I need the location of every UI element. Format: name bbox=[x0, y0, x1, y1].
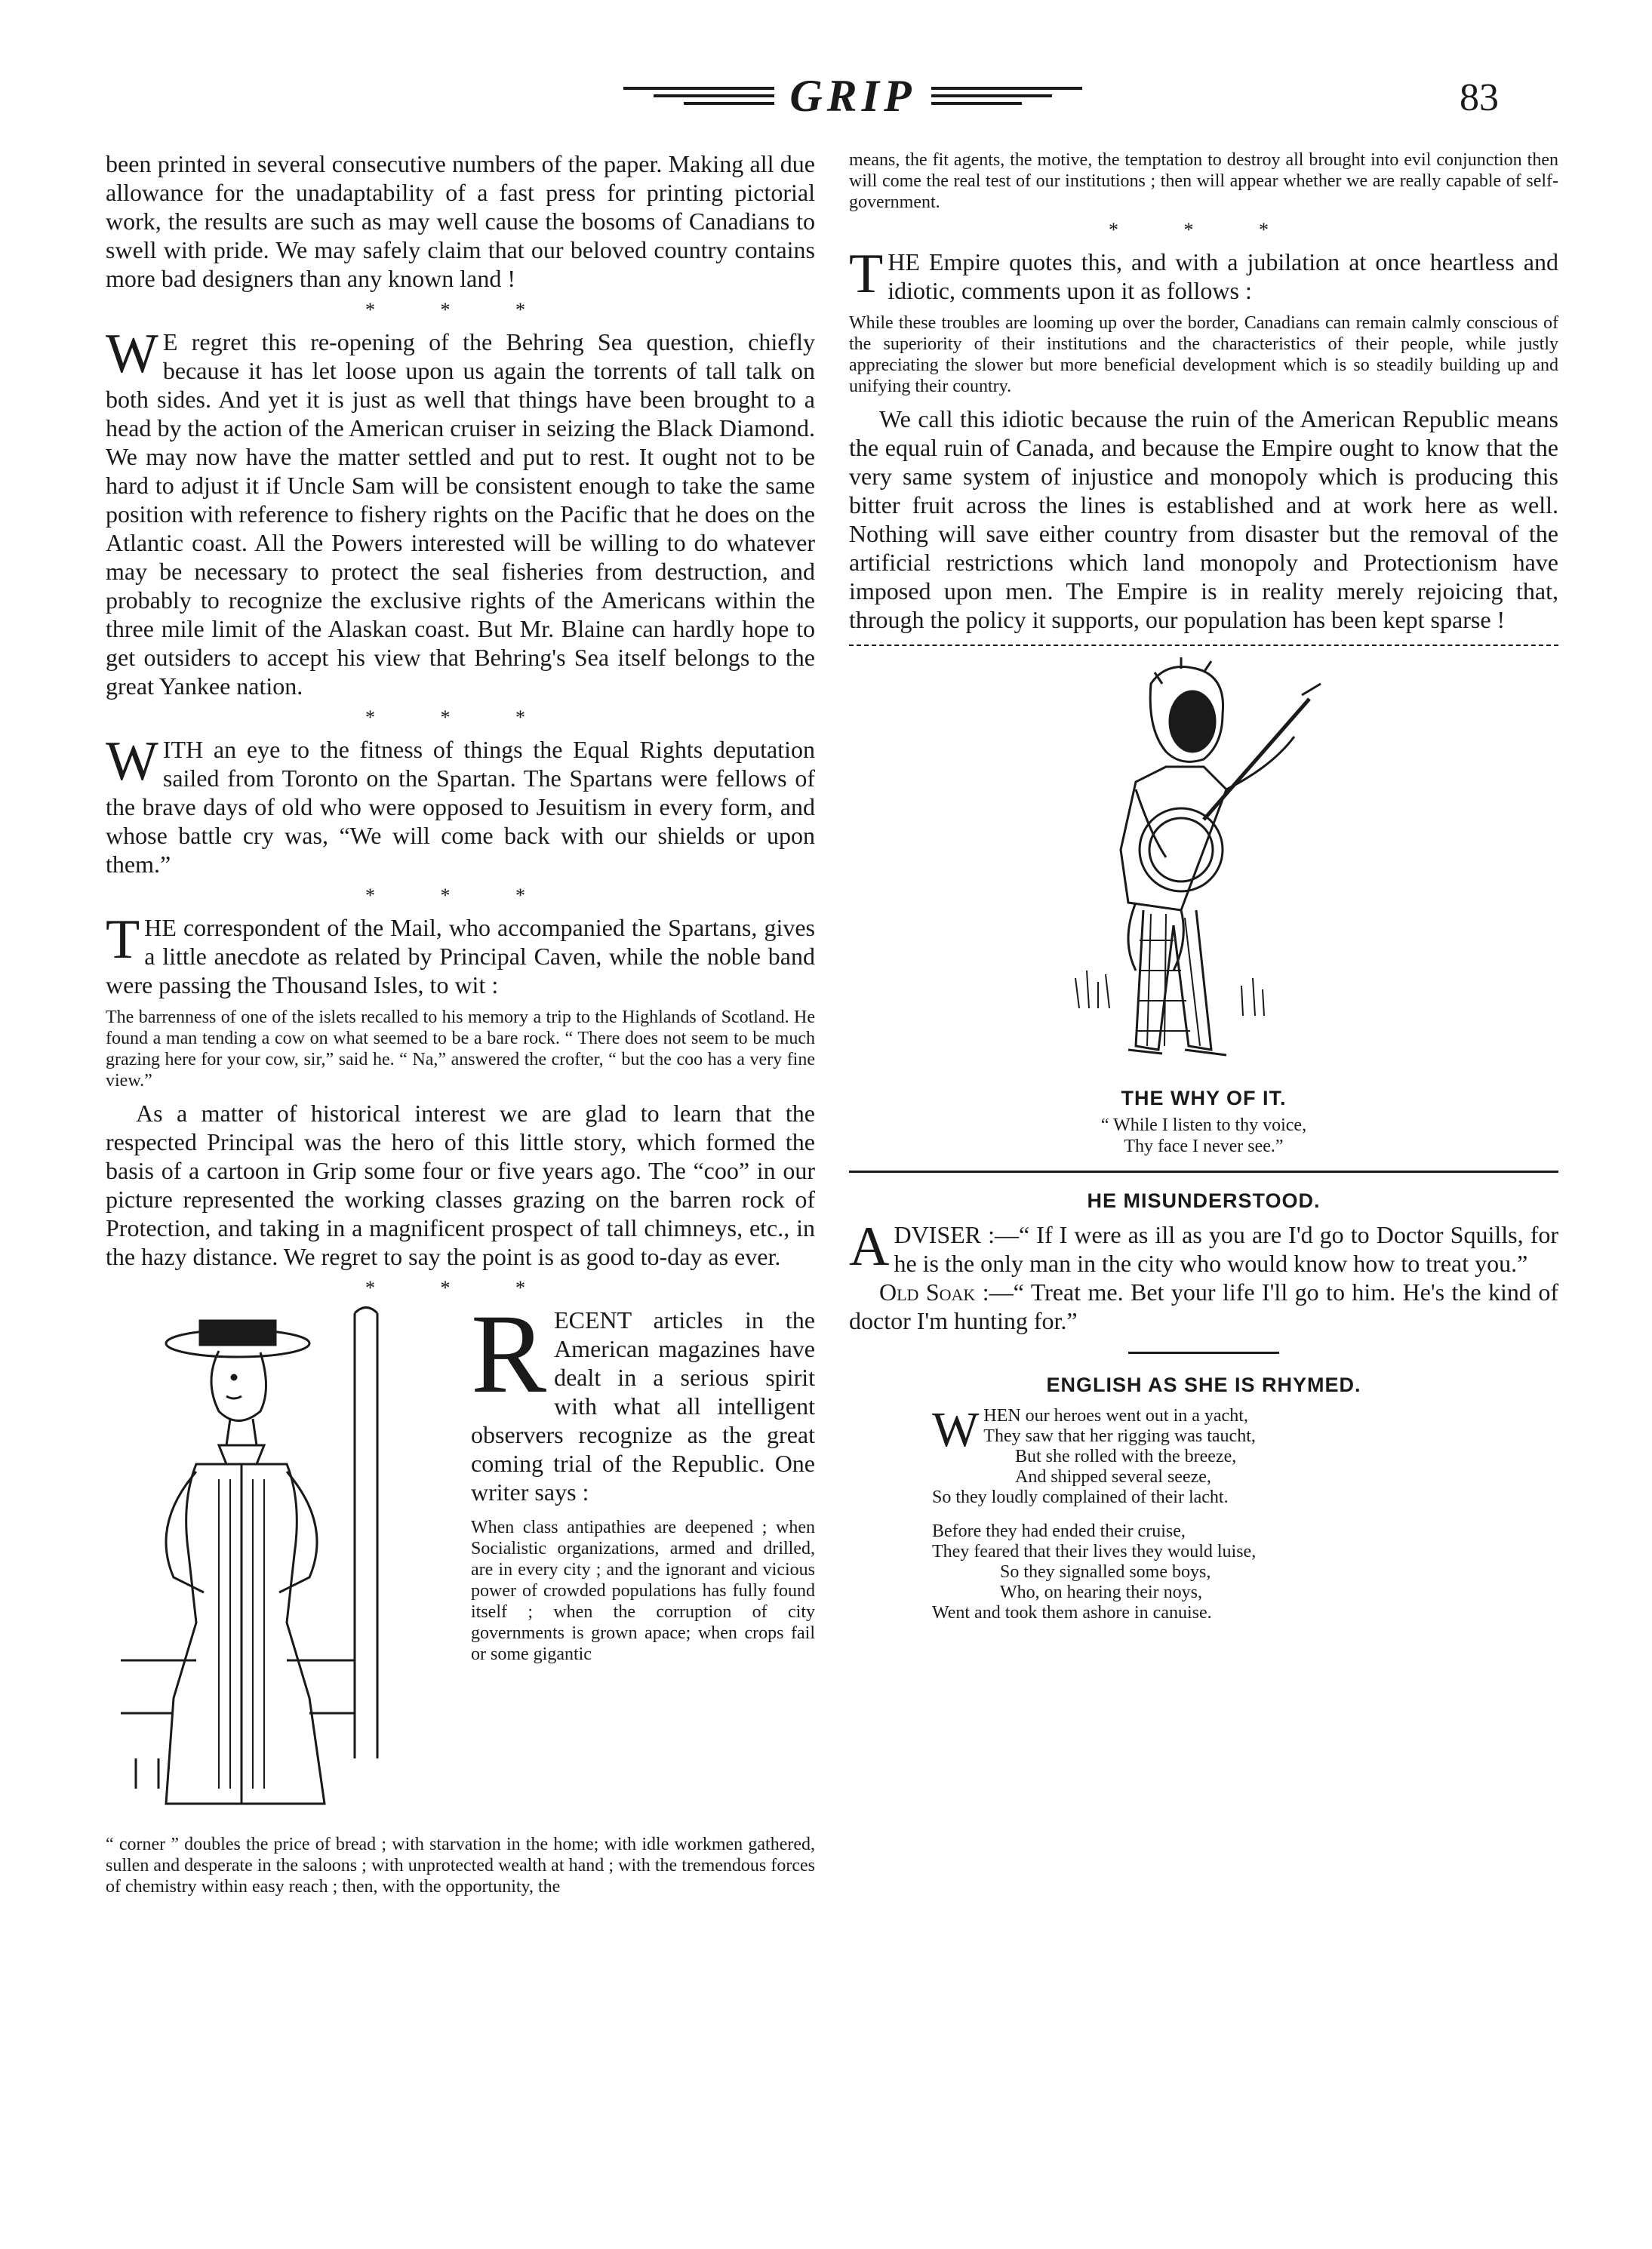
masthead bbox=[589, 69, 1117, 122]
dropcap: T bbox=[849, 243, 884, 305]
masthead-rule-left bbox=[623, 87, 774, 105]
recent-articles-block bbox=[106, 1291, 815, 1834]
paragraph-old-soak bbox=[849, 1278, 1558, 1335]
section-stars: * * * bbox=[1109, 219, 1299, 241]
cartoon-why-of-it bbox=[849, 654, 1558, 1076]
heading-he-misunderstood: HE MISUNDERSTOOD. bbox=[1087, 1189, 1321, 1212]
quote-self-government: means, the fit agents, the motive, the temptation to destroy all brought into evil conjunction then will come the real test of our institutions ; then will appear whether we are really capable of self-government. bbox=[849, 150, 1558, 212]
short-divider bbox=[1128, 1352, 1279, 1354]
paragraph-idiotic: We call this idiotic because the ruin of the American Republic means the equal ruin of Canada, and because the Empire ought to know that the very same system of injustice and monopoly which is producing this bitter fruit across the lines is established and at work here as well. Nothing will save either country from disaster but the removal of the artificial restrictions which land monopoly and Protectionism have imposed upon men. The Empire is in reality merely rejoicing that, through the policy it supports, our population has been kept sparse ! bbox=[849, 405, 1558, 633]
poem-line: Went and took them ashore in canuise. bbox=[932, 1603, 1212, 1623]
poem-line: So they signalled some boys, bbox=[1000, 1562, 1211, 1582]
paragraph-text: HE Empire quotes this, and with a jubilation at once heartless and idiotic, comments upon it as follows : bbox=[888, 248, 1558, 304]
paragraph-behring-sea bbox=[106, 323, 815, 700]
quote-class-antipathies-continued: “ corner ” doubles the price of bread ; with starvation in the home; with idle workmen gathered, sullen and desperate in the saloons ; with unprotected wealth at hand ; with the tremendous forces of chemistry within easy reach ; then, with the opportunity, the bbox=[106, 1835, 815, 1897]
paragraph-recent-articles bbox=[471, 1291, 815, 1506]
paragraph-mail-correspondent bbox=[106, 909, 815, 999]
speaker-name: Old Soak bbox=[879, 1278, 976, 1306]
cartoon-caption-line1: “ While I listen to thy voice, bbox=[1100, 1115, 1307, 1135]
dropcap: W bbox=[106, 731, 158, 792]
paragraph-text: :—“ Treat me. Bet your life I'll go to him. He's the kind of doctor I'm hunting for.” bbox=[849, 1278, 1558, 1334]
dropcap: W bbox=[932, 1402, 980, 1457]
page-number: 83 bbox=[1460, 76, 1499, 119]
section-stars: * * * bbox=[365, 706, 555, 728]
paragraph-text: HE correspondent of the Mail, who accompanied the Spartans, gives a little anecdote as related by Principal Caven, while the noble band were passing the Thousand Isles, to wit : bbox=[106, 914, 815, 998]
section-stars: * * * bbox=[365, 1277, 555, 1299]
poem-line: And shipped several seeze, bbox=[1015, 1467, 1211, 1487]
dropcap: A bbox=[849, 1216, 890, 1278]
masthead-title: GRIP bbox=[789, 71, 916, 121]
section-stars: * * * bbox=[365, 885, 555, 906]
recent-articles-text bbox=[471, 1291, 815, 1834]
heading-english-as-she-is-rhymed: ENGLISH AS SHE IS RHYMED. bbox=[1046, 1374, 1361, 1396]
quote-coo-anecdote: The barrenness of one of the islets recalled to his memory a trip to the Highlands of Scotland. He found a man tending a cow on what seemed to be a bare rock. “ There does not seem to be much grazing here for your cow, sir,” said he. “ Na,” answered the crofter, “ but the coo has a very fine view.” bbox=[106, 1008, 815, 1091]
poem-line: Who, on hearing their noys, bbox=[1000, 1583, 1202, 1602]
poem-line: Before they had ended their cruise, bbox=[932, 1521, 1186, 1541]
poem-line: So they loudly complained of their lacht. bbox=[932, 1488, 1229, 1507]
banjo-player-illustration bbox=[849, 654, 1558, 1076]
section-divider bbox=[849, 1171, 1558, 1173]
poem bbox=[849, 1402, 1558, 1623]
paragraph-designers: been printed in several consecutive numbers of the paper. Making all due allowance for the unadaptability of a fast press for printing pictorial work, the results are such as may well cause the bosoms of Canadians to swell with pride. We may safely claim that our beloved country contains more bad designers than any known land ! bbox=[106, 150, 815, 292]
dropcap: W bbox=[106, 323, 158, 385]
paragraph-adviser bbox=[849, 1216, 1558, 1278]
section-divider bbox=[849, 645, 1558, 646]
poem-line: But she rolled with the breeze, bbox=[1015, 1447, 1237, 1466]
paragraph-text: E regret this re-opening of the Behring Sea question, chiefly because it has let loose upon us again the torrents of tall talk on both sides. And yet it is just as well that things have been brought to a head by the action of the American cruiser in seizing the Black Diamond. We may now have the matter settled and put to rest. It ought not to be hard to adjust it if Uncle Sam will be consistent enough to take the same position with reference to fishery rights on the Pacific that he does on the Atlantic coast. All the Powers interested will be willing to do whatever may be necessary to protect the seal fisheries from destruction, and probably to recognize the exclusive rights of the Americans within the three mile limit of the Alaskan coast. But Mr. Blaine can hardly hope to get outsiders to accept his view that Behring's Sea itself belongs to the great Yankee nation. bbox=[106, 328, 815, 700]
quote-looming-troubles: While these troubles are looming up over the border, Canadians can remain calmly conscious of the superiority of their institutions and the characteristics of their people, while justly appreciating the slower but more beneficial development which is so steadily building up and unifying their country. bbox=[849, 313, 1558, 396]
quote-class-antipathies: When class antipathies are deepened ; when Socialistic organizations, armed and drilled, are in every city ; and the ignorant and vicious power of crowded populations has fully found itself ; when the corruption of city governments is grown apace; when crops fail or some gigantic bbox=[471, 1518, 815, 1664]
paragraph-equal-rights bbox=[106, 731, 815, 878]
paragraph-text: ECENT articles in the American magazines have dealt in a serious spirit with what all intelligent observers recognize as the great coming trial of the Republic. One writer says : bbox=[471, 1306, 815, 1506]
poem-line: They saw that her rigging was taucht, bbox=[983, 1426, 1256, 1446]
paragraph-historical-interest: As a matter of historical interest we are glad to learn that the respected Principal was the hero of this little story, which formed the basis of a cartoon in Grip some four or five years ago. The “coo” in our picture represented the working classes grazing on the barren rock of Protection, and taking in a magnificent prospect of tall chimneys, etc., in the hazy distance. We regret to say the point is as good to-day as ever. bbox=[106, 1100, 815, 1270]
dropcap: R bbox=[471, 1291, 547, 1417]
masthead-rule-right bbox=[931, 87, 1082, 105]
dropcap: T bbox=[106, 909, 140, 971]
cartoon-title: THE WHY OF IT. bbox=[1121, 1087, 1287, 1109]
paragraph-empire-quotes bbox=[849, 243, 1558, 305]
paragraph-text: ITH an eye to the fitness of things the Equal Rights deputation sailed from Toronto on the Spartan. The Spartans were fellows of the brave days of old who were opposed to Jesuitism in every form, and whose battle cry was, “We will come back with our shields or upon them.” bbox=[106, 736, 815, 878]
poem-line: They feared that their lives they would luise, bbox=[932, 1542, 1257, 1561]
left-column bbox=[106, 149, 815, 1897]
cartoon-caption-line2: Thy face I never see.” bbox=[1124, 1137, 1284, 1156]
woman-illustration bbox=[106, 1306, 460, 1834]
poem-line: HEN our heroes went out in a yacht, bbox=[983, 1406, 1248, 1426]
section-stars: * * * bbox=[365, 299, 555, 321]
paragraph-text: DVISER :—“ If I were as ill as you are I'd go to Doctor Squills, for he is the only man in the city who would know how to treat you.” bbox=[894, 1221, 1558, 1277]
right-column bbox=[849, 149, 1558, 1623]
